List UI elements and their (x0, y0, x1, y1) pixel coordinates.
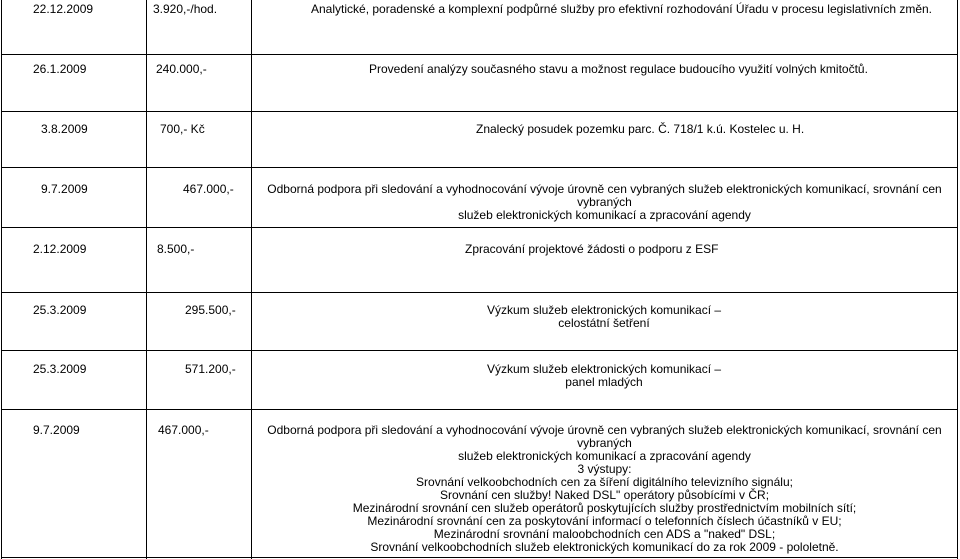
row-date: 22.12.2009 (33, 2, 94, 16)
description-line: Odborná podpora při sledování a vyhodnocování vývoje úrovně cen vybraných služeb elektronických komunikací, srovnání cen vybraných (267, 423, 942, 450)
row-date: 26.1.2009 (33, 62, 87, 76)
row-description (252, 183, 957, 222)
row-date: 25.3.2009 (33, 303, 87, 317)
row-amount: 700,- Kč (160, 122, 205, 136)
row-separator (1, 409, 958, 410)
description-line: Odborná podpora při sledování a vyhodnocování vývoje úrovně cen vybraných služeb elektronických komunikací, srovnání cen vybraných (267, 182, 942, 209)
row-description: Zpracování projektové žádosti o podporu z ESF (465, 242, 719, 256)
grid-line-right (957, 0, 958, 559)
description-line: panel mladých (565, 375, 643, 389)
description-line: Srovnání cen služby! Naked DSL" operátory působícími v ČR; (439, 488, 770, 502)
row-amount: 295.500,- (185, 303, 236, 317)
row-date: 3.8.2009 (41, 122, 88, 136)
description-line: Srovnání velkoobchodních cen za šíření digitálního televizního signálu; (416, 475, 793, 489)
row-description: Provedení analýzy současného stavu a možnost regulace budoucího využití volných kmitočtů. (369, 62, 868, 76)
row-date: 9.7.2009 (41, 182, 88, 196)
description-line: Mezinárodní srovnání maloobchodních cen ADS a "naked" DSL; (433, 527, 776, 541)
description-line: celostátní šetření (558, 316, 650, 330)
grid-line-date-amount (146, 0, 147, 559)
row-amount: 467.000,- (183, 182, 234, 196)
row-separator (1, 167, 958, 168)
row-separator (1, 54, 958, 55)
grid-line-left (1, 0, 2, 559)
table-bottom-border (1, 557, 958, 558)
description-line: Výzkum služeb elektronických komunikací – (486, 303, 722, 317)
description-line: služeb elektronických komunikací a zpracování agendy (458, 449, 751, 463)
row-date: 25.3.2009 (33, 362, 87, 376)
row-amount: 571.200,- (185, 362, 236, 376)
row-date: 9.7.2009 (33, 423, 80, 437)
description-line: služeb elektronických komunikací a zpracování agendy (458, 208, 751, 222)
description-line: Mezinárodní srovnání cen služeb operátorů poskytujících služby prostřednictvím mobilních sítí; (352, 501, 857, 515)
row-description: Znalecký posudek pozemku parc. Č. 718/1 k.ú. Kostelec u. H. (476, 122, 805, 136)
row-amount: 467.000,- (158, 423, 209, 437)
row-separator (1, 227, 958, 228)
row-description: Analytické, poradenské a komplexní podpůrné služby pro efektivní rozhodování Úřadu v procesu legislativních změn. (311, 2, 933, 16)
row-amount: 240.000,- (156, 62, 207, 76)
description-line: Mezinárodní srovnání cen za poskytování informací o telefonních číslech účastníků v EU; (367, 514, 842, 528)
description-line: Výzkum služeb elektronických komunikací – (486, 362, 722, 376)
row-separator (1, 111, 958, 112)
row-date: 2.12.2009 (33, 242, 87, 256)
row-description (252, 424, 957, 554)
row-amount: 8.500,- (157, 242, 195, 256)
row-description (444, 304, 764, 330)
description-line: 3 výstupy: (577, 462, 632, 476)
row-separator (1, 292, 958, 293)
description-line: Srovnání velkoobchodních služeb elektronických komunikací do za rok 2009 - pololetně. (370, 540, 839, 554)
row-separator (1, 350, 958, 351)
row-amount: 3.920,-/hod. (153, 2, 218, 16)
row-description (444, 363, 764, 389)
